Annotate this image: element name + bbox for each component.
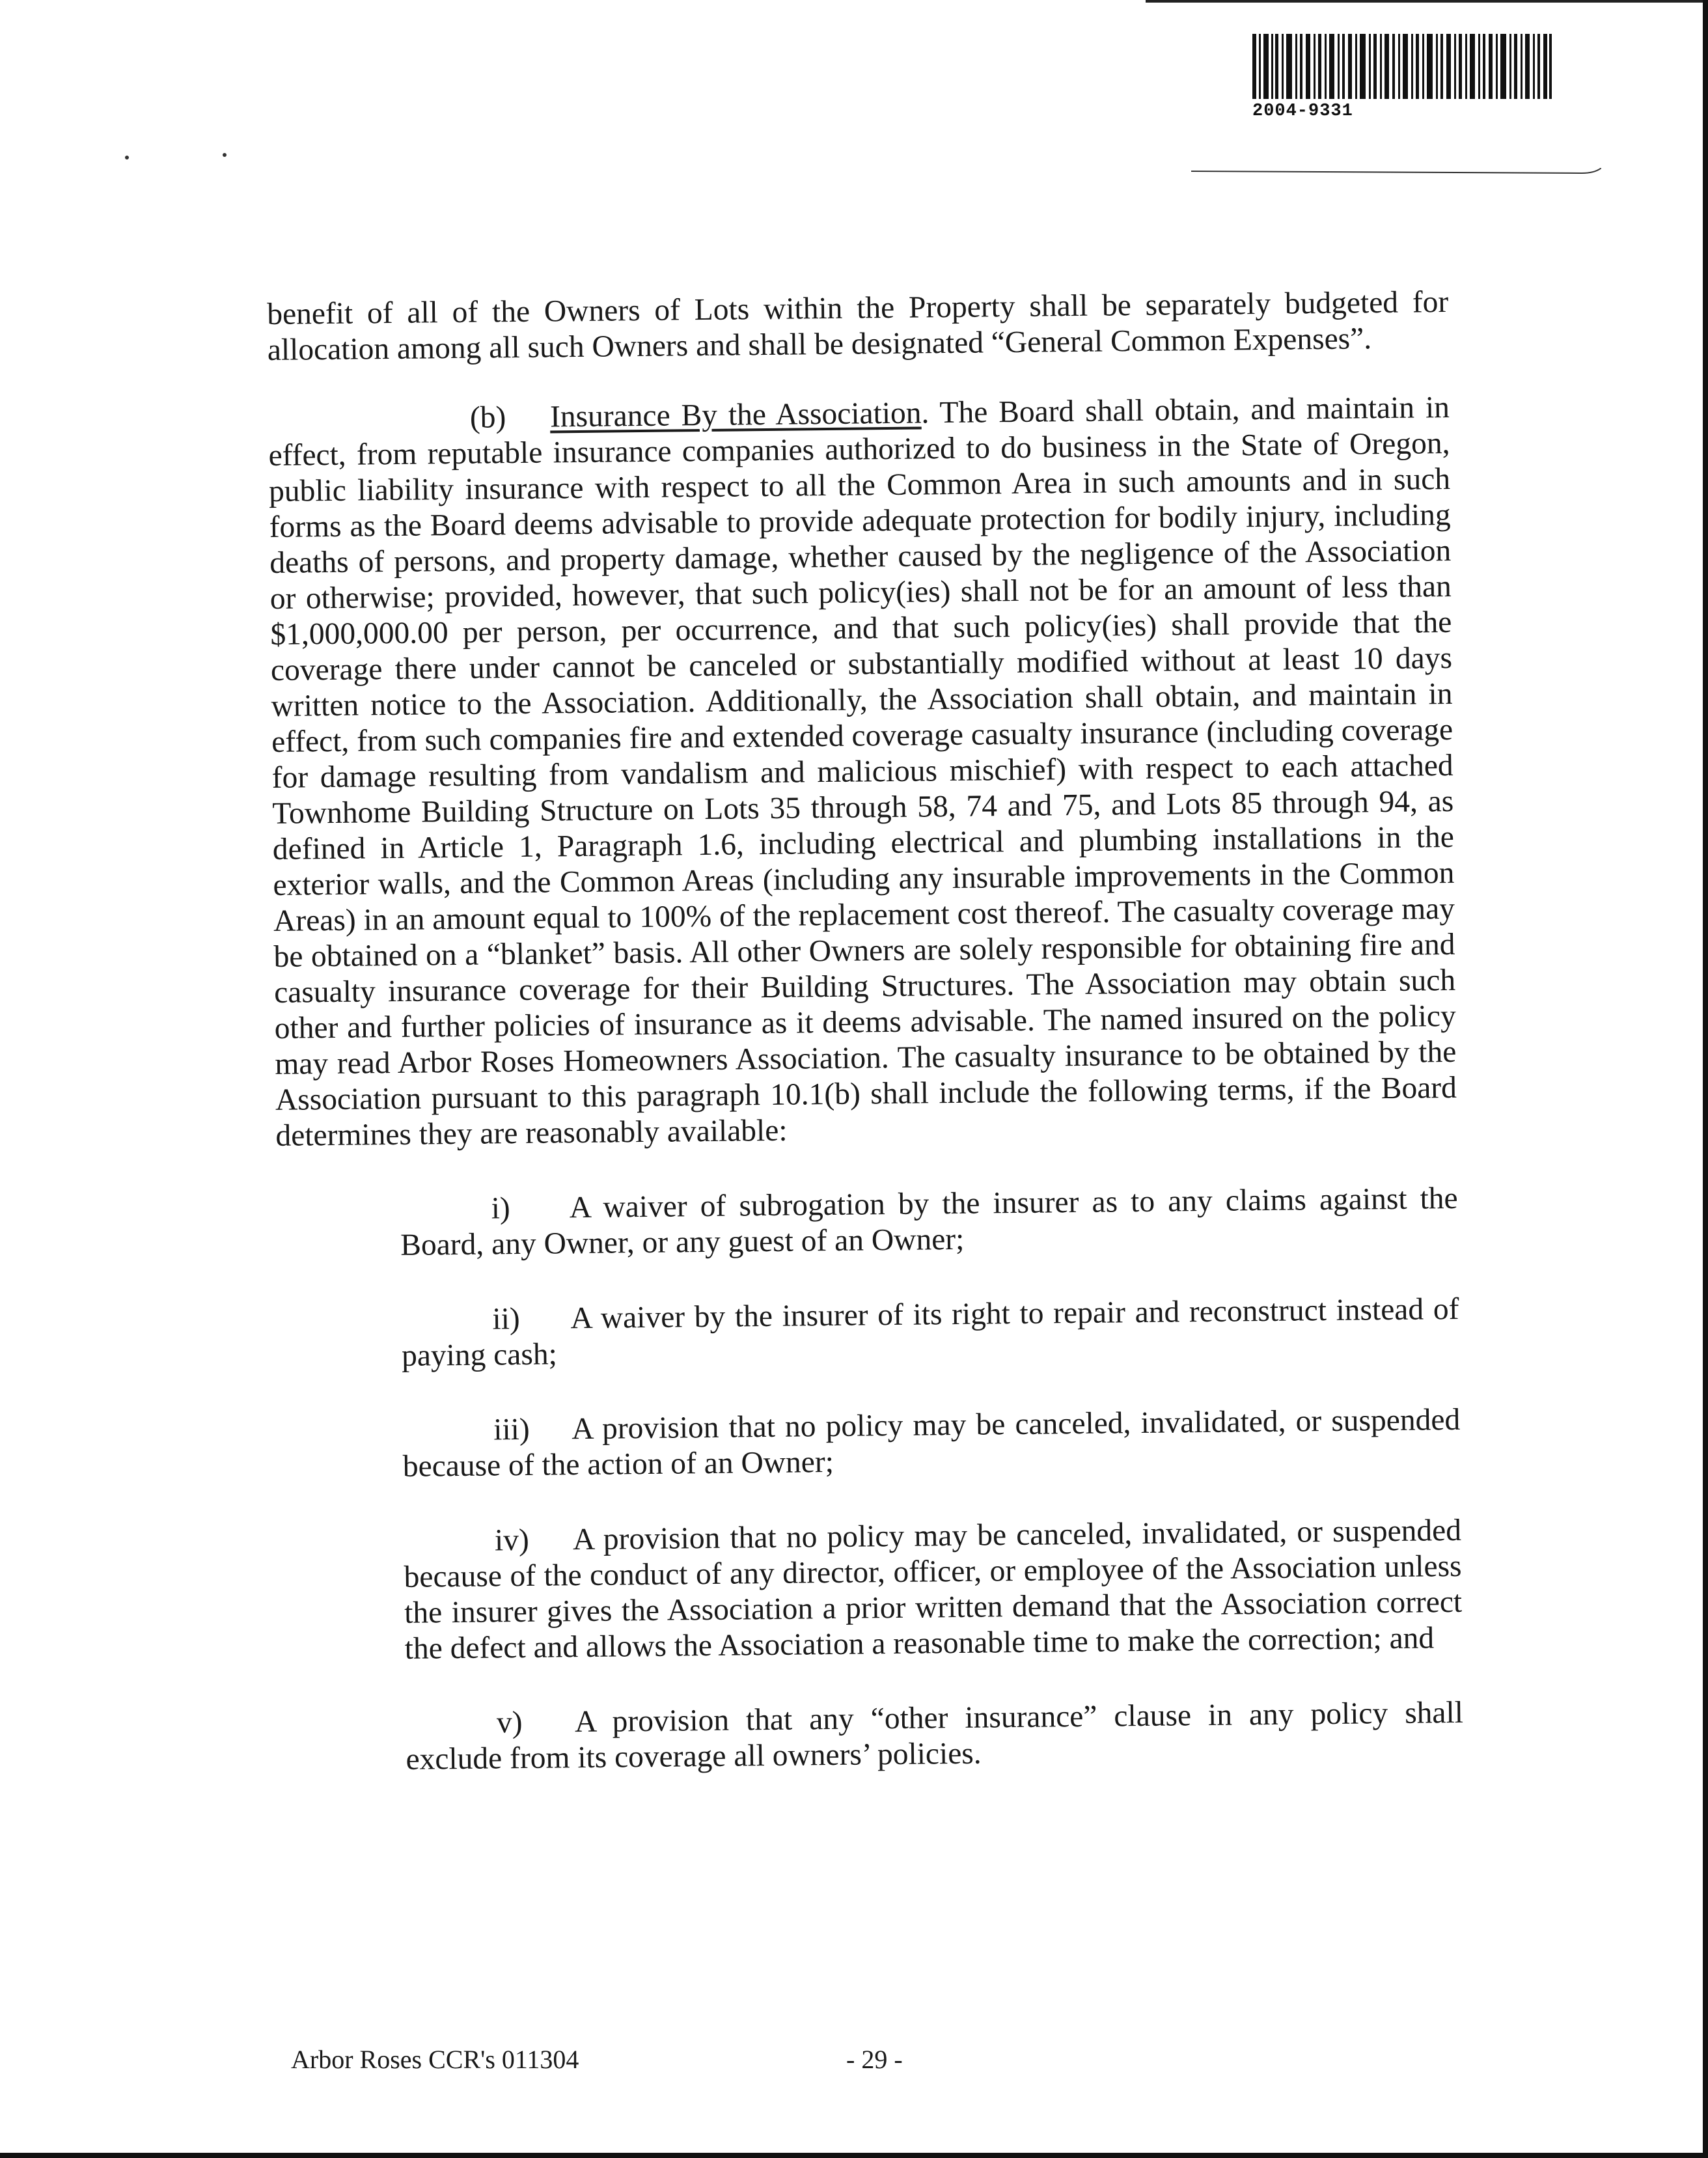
- section-b-title: Insurance By the Association: [549, 396, 922, 434]
- scan-edge-bottom: [0, 2153, 1708, 2158]
- list-item-text: A provision that no policy may be canceled, invalidated, or suspended because of the action of an Owner;: [402, 1402, 1461, 1484]
- recording-stamp: [1252, 34, 1552, 121]
- list-item: [402, 1402, 1461, 1485]
- stamp-underline: [1191, 168, 1601, 181]
- list-item-number: v): [496, 1706, 523, 1740]
- list-item-number: i): [491, 1191, 510, 1226]
- list-item-text: A waiver of subrogation by the insurer as to any claims against the Board, any Owner, or any guest of an Owner;: [400, 1181, 1458, 1262]
- list-item-number: iv): [494, 1523, 530, 1558]
- list-item: [406, 1695, 1464, 1778]
- list-item: [400, 1181, 1458, 1264]
- footer-doc-ref: Arbor Roses CCR's 011304: [291, 2045, 579, 2074]
- section-b-label: (b): [469, 400, 506, 435]
- scan-edge-top: [1146, 0, 1708, 3]
- scan-edge-right: [1703, 0, 1708, 2158]
- document-body: [267, 284, 1464, 1818]
- list-item: [404, 1513, 1463, 1667]
- intro-paragraph: benefit of all of the Owners of Lots within the Property shall be separately budgeted for allocation among all such Owners and shall be designated “General Common Expenses”.: [267, 284, 1449, 367]
- list-item-number: iii): [493, 1412, 530, 1447]
- list-item-text: A provision that no policy may be canceled, invalidated, or suspended because of the conduct of any director, officer, or employee of the Association unless the insurer gives the Association a prior written demand that the Association correct the defect and allows the Association a reasonable time to make the correction; and: [404, 1513, 1463, 1666]
- barcode-icon: [1252, 34, 1552, 99]
- list-item-number: ii): [492, 1302, 520, 1336]
- footer-page-number: - 29 -: [846, 2045, 903, 2074]
- section-b-text: . The Board shall obtain, and maintain in effect, from reputable insurance companies authorized to do business in the State of Oregon, public liability insurance with respect to all the Common Area in such amounts and in such forms as the Board deems advisable to provide adequate protection for bodily injury, including deaths of persons, and property damage, whether caused by the negligence of the Association or otherwise; provided, however, that such policy(ies) shall not be for an amount of less than $1,000,000.00 per person, per occurrence, and that such policy(ies) shall provide that the coverage there under cannot be canceled or substantially modified without at least 10 days written notice to the Association. Additionally, the Association shall obtain, and maintain in effect, from such companies fire and extended coverage casualty insurance (including coverage for damage resulting from vandalism and malicious mischief) with respect to each attached Townhome Building Structure on Lots 35 through 58, 74 and 75, and Lots 85 through 94, as defined in Article 1, Paragraph 1.6, including electrical and plumbing installations in the exterior walls, and the Common Areas (including any insurable improvements in the Common Areas) in an amount equal to 100% of the replacement cost thereof. The casualty coverage may be obtained on a “blanket” basis. All other Owners are solely responsible for obtaining fire and casualty insurance coverage for their Building Structures. The Association may obtain such other and further policies of insurance as it deems advisable. The named insured on the policy may read Arbor Roses Homeowners Association. The casualty insurance to be obtained by the Association pursuant to this paragraph 10.1(b) shall include the following terms, if the Board determines they are reasonably available:: [268, 390, 1457, 1153]
- section-b-paragraph: [268, 390, 1457, 1154]
- list-item-text: A provision that any “other insurance” clause in any policy shall exclude from its coverage all owners’ policies.: [406, 1695, 1464, 1777]
- terms-list: [400, 1181, 1463, 1778]
- list-item: [401, 1292, 1459, 1374]
- recording-number: 2004-9331: [1252, 102, 1353, 121]
- list-item-text: A waiver by the insurer of its right to repair and reconstruct instead of paying cash;: [401, 1292, 1459, 1373]
- scan-specks: [120, 148, 238, 168]
